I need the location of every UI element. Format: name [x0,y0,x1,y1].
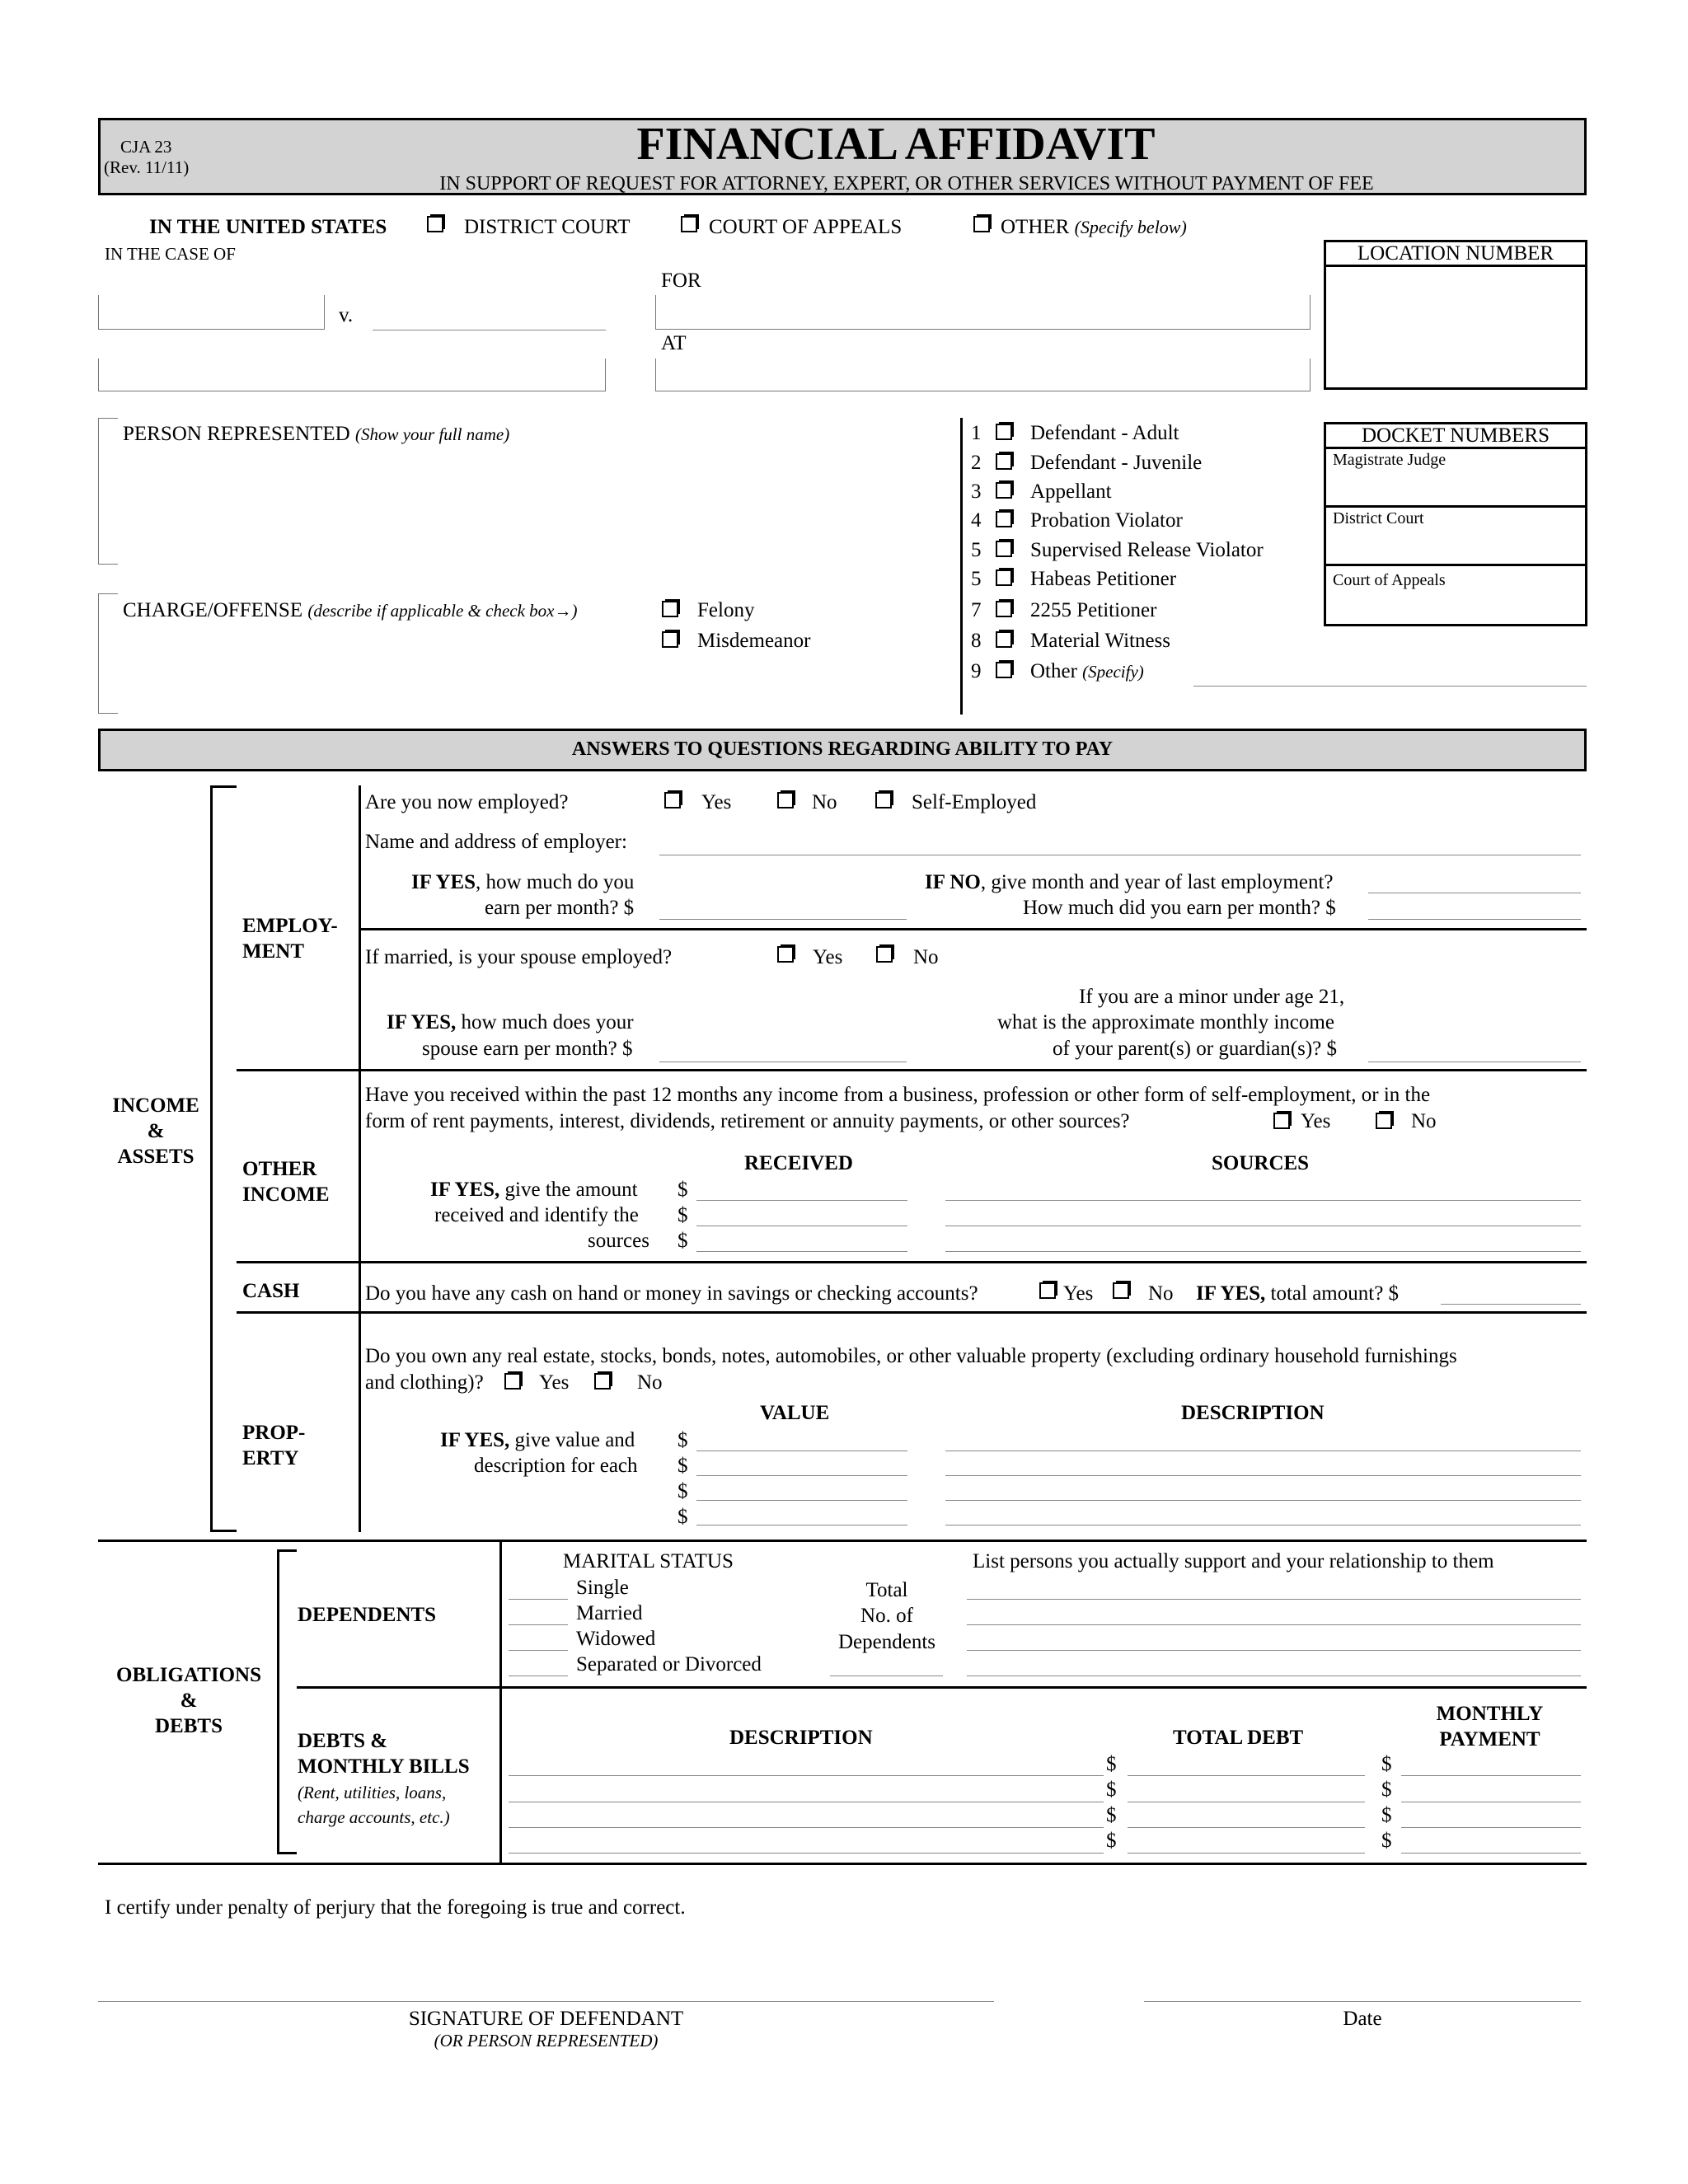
dollar-sign: $ [1106,1753,1117,1775]
other-income-label: OTHER INCOME [242,1158,330,1207]
category-label: Probation Violator [1030,509,1183,532]
minor-question-line2: what is the approximate monthly income [997,1011,1334,1033]
debts-label: DEBTS & MONTHLY BILLS [298,1730,470,1779]
at-label: AT [661,332,687,354]
marital-status-label: MARITAL STATUS [563,1550,734,1572]
debt-description-field-3[interactable] [509,1827,1104,1828]
spouse-no-checkbox[interactable] [876,946,893,963]
no-label: No [1148,1282,1174,1305]
date-field[interactable] [1144,2001,1581,2002]
form-revision: (Rev. 11/11) [104,157,190,177]
category-label: Other (Specify) [1030,660,1144,682]
district-court-checkbox[interactable] [427,216,443,232]
category-checkbox-2255-petitioner[interactable] [996,601,1012,617]
category-num: 2 [971,452,982,474]
dependent-field-3[interactable] [967,1650,1581,1651]
category-label: Habeas Petitioner [1030,568,1177,590]
give-value-line2: description for each [474,1455,638,1477]
employed-yes-checkbox[interactable] [664,792,681,808]
cash-label: CASH [242,1280,300,1302]
monthly-payment-field-4[interactable] [1401,1853,1581,1854]
dollar-sign: $ [678,1480,688,1502]
spouse-earn-line2: spouse earn per month? $ [422,1038,633,1060]
dollar-sign: $ [1381,1753,1392,1775]
ability-to-pay-title: ANSWERS TO QUESTIONS REGARDING ABILITY TO PAY [571,738,1114,760]
category-divider [960,418,963,715]
divider [1324,447,1587,449]
divider [237,1261,1587,1263]
divider [98,1863,1587,1865]
in-the-case-of-label: IN THE CASE OF [105,244,236,264]
form-id: CJA 23 [120,137,172,157]
category-checkbox-appellant[interactable] [996,482,1012,499]
dollar-sign: $ [678,1429,688,1451]
widowed-label: Widowed [576,1628,656,1650]
divider [237,1311,1587,1314]
property-value-field-3[interactable] [696,1500,907,1501]
give-value-line1: IF YES, give value and [440,1429,635,1451]
give-amount-line3: sources [588,1230,649,1252]
date-label: Date [1343,2008,1382,2030]
total-debt-header: TOTAL DEBT [1173,1727,1304,1749]
docket-district-label: District Court [1333,509,1424,527]
divider [237,1069,1587,1071]
income-assets-bracket [210,785,237,1532]
category-checkbox-material-witness[interactable] [996,631,1012,648]
category-checkbox-defendant-adult[interactable] [996,424,1012,440]
single-label: Single [576,1577,629,1599]
property-value-field-2[interactable] [696,1475,907,1476]
monthly-payment-field-1[interactable] [1401,1775,1581,1776]
income-source-field-1[interactable] [945,1200,1581,1201]
received-header: RECEIVED [744,1152,853,1174]
property-description-field-4[interactable] [945,1525,1581,1526]
obligations-debts-label: OBLIGATIONS & DEBTS [116,1664,261,1737]
category-label: Defendant - Adult [1030,422,1179,444]
category-num: 3 [971,480,982,503]
cash-yes-checkbox[interactable] [1039,1282,1056,1299]
other-income-yes-checkbox[interactable] [1273,1113,1290,1129]
dollar-sign: $ [1106,1804,1117,1826]
signature-label: SIGNATURE OF DEFENDANT [408,2008,684,2030]
versus-label: v. [339,304,354,326]
property-question-line1: Do you own any real estate, stocks, bonds, notes, automobiles, or other valuable property (excluding ordinary household furnishings [365,1345,1457,1367]
certification-statement: I certify under penalty of perjury that the foregoing is true and correct. [105,1896,686,1919]
minor-question-line3: of your parent(s) or guardian(s)? $ [1053,1038,1338,1060]
debt-description-field-1[interactable] [509,1775,1104,1776]
category-label: Appellant [1030,480,1112,503]
category-num: 8 [971,630,982,652]
category-checkbox-habeas-petitioner[interactable] [996,569,1012,586]
separated-label: Separated or Divorced [576,1653,762,1675]
cash-question: Do you have any cash on hand or money in savings or checking accounts? [365,1282,978,1305]
other-income-no-checkbox[interactable] [1376,1113,1392,1129]
monthly-payment-header: MONTHLY PAYMENT [1436,1703,1544,1751]
past-earnings-field[interactable] [1368,919,1581,920]
yes-label: Yes [701,791,732,813]
divider [359,928,1587,930]
total-debt-field-4[interactable] [1128,1853,1365,1854]
category-num: 5 [971,539,982,561]
docket-district-field[interactable] [1333,532,1580,561]
value-header: VALUE [760,1402,830,1424]
dollar-sign: $ [678,1455,688,1477]
charge-offense-bracket [98,593,118,714]
category-label: Supervised Release Violator [1030,539,1264,561]
category-label: Material Witness [1030,630,1171,652]
signature-field[interactable] [98,2001,994,2002]
total-dependents-label: Total No. of Dependents [837,1579,936,1653]
no-label: No [913,946,939,968]
case-party-one-field[interactable] [98,295,325,330]
sources-header: SOURCES [1212,1152,1310,1174]
cash-total-field[interactable] [1441,1304,1581,1305]
property-value-field-4[interactable] [696,1525,907,1526]
no-label: No [812,791,837,813]
dependent-field-2[interactable] [967,1624,1581,1625]
spouse-question: If married, is your spouse employed? [365,946,673,968]
last-employment-question: IF NO, give month and year of last employment? [925,871,1334,893]
yes-label: Yes [539,1371,570,1394]
property-no-checkbox[interactable] [594,1373,611,1390]
dollar-sign: $ [678,1506,688,1528]
widowed-field[interactable] [509,1650,568,1651]
at-field[interactable] [655,359,1311,391]
give-amount-line2: received and identify the [434,1204,639,1226]
for-label: FOR [661,269,701,292]
docket-magistrate-field[interactable] [1333,474,1580,504]
docket-magistrate-label: Magistrate Judge [1333,451,1447,469]
for-field[interactable] [655,295,1311,330]
divider [297,1686,1587,1689]
dollar-sign: $ [678,1230,688,1252]
total-debt-field-3[interactable] [1128,1827,1365,1828]
form-subtitle: IN SUPPORT OF REQUEST FOR ATTORNEY, EXPERT, OR OTHER SERVICES WITHOUT PAYMENT OF FEE [439,173,1374,194]
category-checkbox-supervised-release-violator[interactable] [996,541,1012,557]
divider [1324,564,1587,566]
dependents-label: DEPENDENTS [298,1604,437,1626]
location-number-label: LOCATION NUMBER [1357,242,1554,265]
dependent-field-4[interactable] [967,1675,1581,1676]
self-employed-label: Self-Employed [912,791,1037,813]
yes-label: Yes [1301,1110,1331,1132]
married-field[interactable] [509,1624,568,1625]
obligations-bracket [277,1549,297,1854]
married-label: Married [576,1602,643,1624]
separated-field[interactable] [509,1675,568,1676]
other-income-question-line2: form of rent payments, interest, dividends, retirement or annuity payments, or other sources? [365,1110,1130,1132]
case-name-line-2[interactable] [98,359,606,391]
other-court-checkbox[interactable] [973,216,990,232]
docket-appeals-label: Court of Appeals [1333,571,1446,589]
total-dependents-field[interactable] [830,1675,943,1676]
monthly-earnings-field[interactable] [659,919,907,920]
other-court-label: OTHER (Specify below) [1001,216,1187,238]
minor-question-line1: If you are a minor under age 21, [1079,986,1345,1008]
list-persons-label: List persons you actually support and your relationship to them [973,1550,1494,1572]
person-represented-field[interactable] [132,452,956,559]
earn-question-line1: IF YES, how much do you [411,871,635,893]
dollar-sign: $ [1381,1830,1392,1852]
dollar-sign: $ [678,1179,688,1201]
debt-description-field-4[interactable] [509,1853,1104,1854]
single-field[interactable] [509,1599,568,1600]
category-num: 9 [971,660,982,682]
dollar-sign: $ [1381,1804,1392,1826]
debts-note: (Rent, utilities, loans, charge accounts, etc.) [298,1783,450,1828]
category-list [971,420,1301,692]
property-question-line2: and clothing)? [365,1371,484,1394]
property-description-field-3[interactable] [945,1500,1581,1501]
section-divider [359,785,361,1532]
no-label: No [1411,1110,1437,1132]
other-income-question-line1: Have you received within the past 12 months any income from a business, profession or other form of self-employment, or in the [365,1084,1431,1106]
property-label: PROP- ERTY [242,1422,306,1470]
received-amount-field-3[interactable] [696,1251,907,1252]
court-of-appeals-checkbox[interactable] [681,216,697,232]
category-num: 1 [971,422,982,444]
no-label: No [637,1371,663,1394]
self-employed-checkbox[interactable] [875,792,892,808]
property-description-field-2[interactable] [945,1475,1581,1476]
yes-label: Yes [813,946,843,968]
signature-note: (OR PERSON REPRESENTED) [434,2031,659,2050]
past-earnings-question: How much did you earn per month? $ [1023,897,1336,919]
dependent-field-1[interactable] [967,1599,1581,1600]
monthly-payment-field-3[interactable] [1401,1827,1581,1828]
docket-appeals-field[interactable] [1333,593,1580,623]
description-header: DESCRIPTION [1181,1402,1325,1424]
dollar-sign: $ [678,1204,688,1226]
spouse-yes-checkbox[interactable] [777,946,794,963]
yes-label: Yes [1063,1282,1094,1305]
property-yes-checkbox[interactable] [504,1373,521,1390]
category-num: 5 [971,568,982,590]
divider [98,1540,1587,1542]
court-of-appeals-label: COURT OF APPEALS [709,216,903,238]
misdemeanor-label: Misdemeanor [697,630,811,652]
employer-question: Name and address of employer: [365,831,627,853]
form-title: FINANCIAL AFFIDAVIT [636,119,1156,170]
person-represented-label: PERSON REPRESENTED (Show your full name) [123,423,510,445]
charge-offense-label: CHARGE/OFFENSE (describe if applicable & check box→) [123,599,578,621]
divider [1324,265,1587,267]
debt-description-header: DESCRIPTION [729,1727,873,1749]
docket-numbers-title: DOCKET NUMBERS [1361,424,1550,447]
cash-no-checkbox[interactable] [1113,1282,1129,1299]
dollar-sign: $ [1106,1779,1117,1801]
district-court-label: DISTRICT COURT [464,216,631,238]
divider [1324,505,1587,508]
category-label: 2255 Petitioner [1030,599,1157,621]
court-label: IN THE UNITED STATES [149,216,387,238]
employed-no-checkbox[interactable] [777,792,794,808]
earn-question-line2: earn per month? $ [485,897,635,919]
spouse-earn-line1: IF YES, how much does your [387,1011,634,1033]
dollar-sign: $ [1381,1779,1392,1801]
person-represented-bracket [98,418,118,565]
category-num: 4 [971,509,982,532]
dollar-sign: $ [1106,1830,1117,1852]
category-label: Defendant - Juvenile [1030,452,1203,474]
category-num: 7 [971,599,982,621]
income-source-field-3[interactable] [945,1251,1581,1252]
section-divider [499,1540,502,1864]
felony-checkbox[interactable] [662,601,678,617]
income-assets-label: INCOME & ASSETS [112,1094,199,1168]
category-checkbox-other[interactable] [996,662,1012,678]
received-amount-field-1[interactable] [696,1200,907,1201]
misdemeanor-checkbox[interactable] [662,631,678,648]
felony-label: Felony [697,599,755,621]
category-checkbox-probation-violator[interactable] [996,511,1012,527]
cash-total-question: IF YES, total amount? $ [1196,1282,1400,1305]
employment-label: EMPLOY- MENT [242,915,338,963]
other-category-specify-field[interactable] [1193,686,1587,687]
category-checkbox-defendant-juvenile[interactable] [996,453,1012,470]
total-debt-field-1[interactable] [1128,1775,1365,1776]
employed-question: Are you now employed? [365,791,569,813]
give-amount-line1: IF YES, give the amount [430,1179,638,1201]
